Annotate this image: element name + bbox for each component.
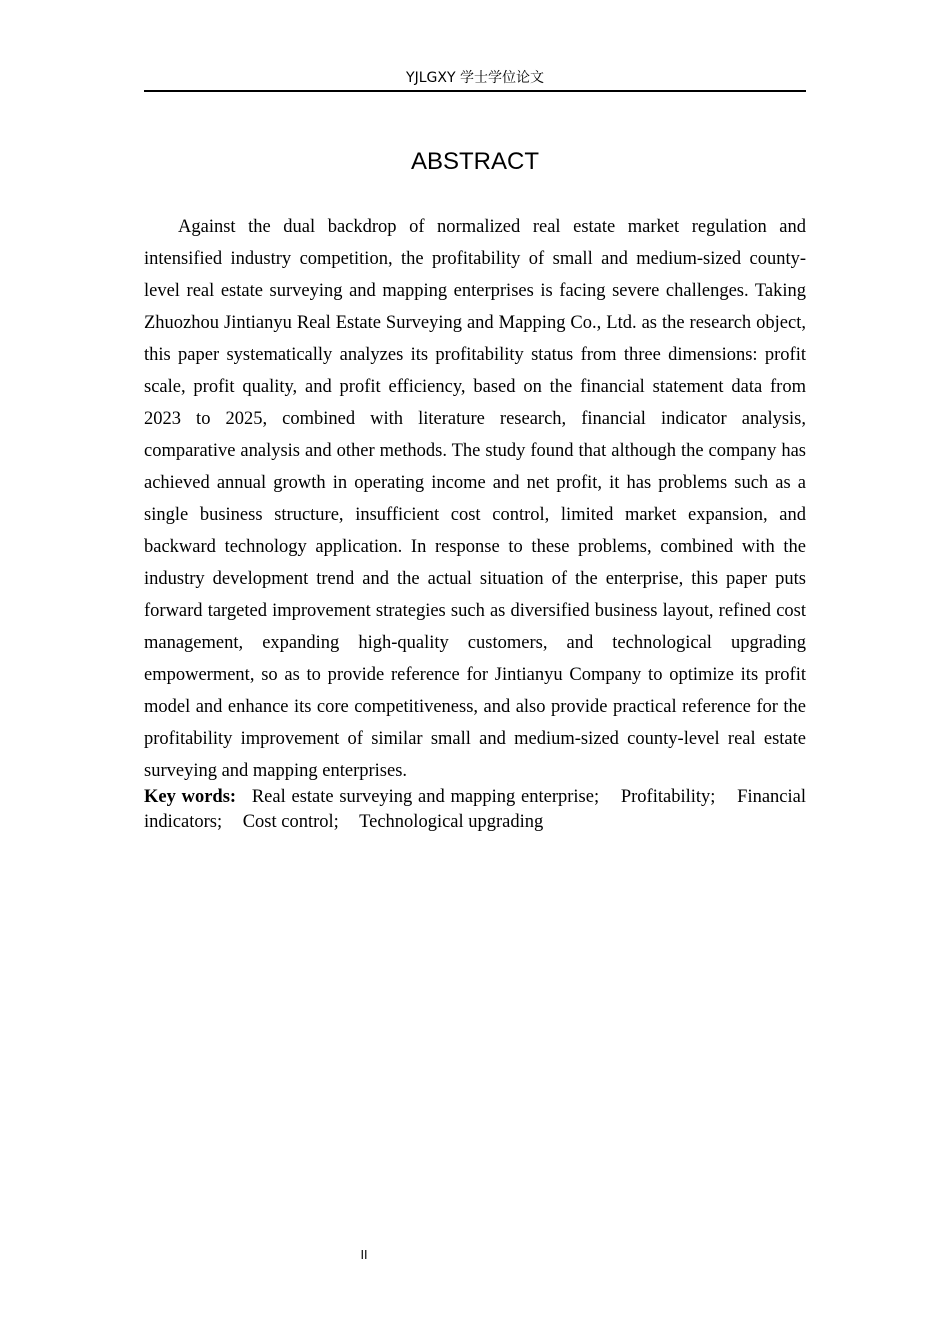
- keyword-item: Profitability;: [620, 787, 716, 807]
- page-number: II: [360, 1248, 368, 1262]
- keyword-item: Technological upgrading: [359, 812, 544, 832]
- keyword-item: Financial indicators;: [144, 787, 806, 832]
- keywords-label: Key words:: [144, 787, 237, 807]
- keywords-line: [144, 785, 806, 835]
- keyword-item: Cost control;: [242, 812, 339, 832]
- abstract-title: ABSTRACT: [410, 148, 539, 175]
- header-rule: [144, 90, 806, 92]
- page-header: YJLGXY 学士学位论文: [406, 70, 544, 86]
- abstract-paragraph: Against the dual backdrop of normalized real estate market regulation and intensified industry competition, the profitability of small and medium-sized county-level real estate surveying and mapping enterprises is facing severe challenges. Taking Zhuozhou Jintianyu Real Estate Surveying and Mapping Co., Ltd. as the research object, this paper systematically analyzes its profitability status from three dimensions: profit scale, profit quality, and profit efficiency, based on the financial statement data from 2023 to 2025, combined with literature research, financial indicator analysis, comparative analysis and other methods. The study found that although the company has achieved annual growth in operating income and net profit, it has problems such as a single business structure, insufficient cost control, limited market expansion, and backward technology application. In response to these problems, combined with the industry development trend and the actual situation of the enterprise, this paper puts forward targeted improvement strategies such as diversified business layout, refined cost management, expanding high-quality customers, and technological upgrading empowerment, so as to provide reference for Jintianyu Company to optimize its profit model and enhance its core competitiveness, and also provide practical reference for the profitability improvement of similar small and medium-sized county-level real estate surveying and mapping enterprises.: [144, 217, 806, 781]
- keyword-item: Real estate surveying and mapping enterprise;: [251, 787, 600, 807]
